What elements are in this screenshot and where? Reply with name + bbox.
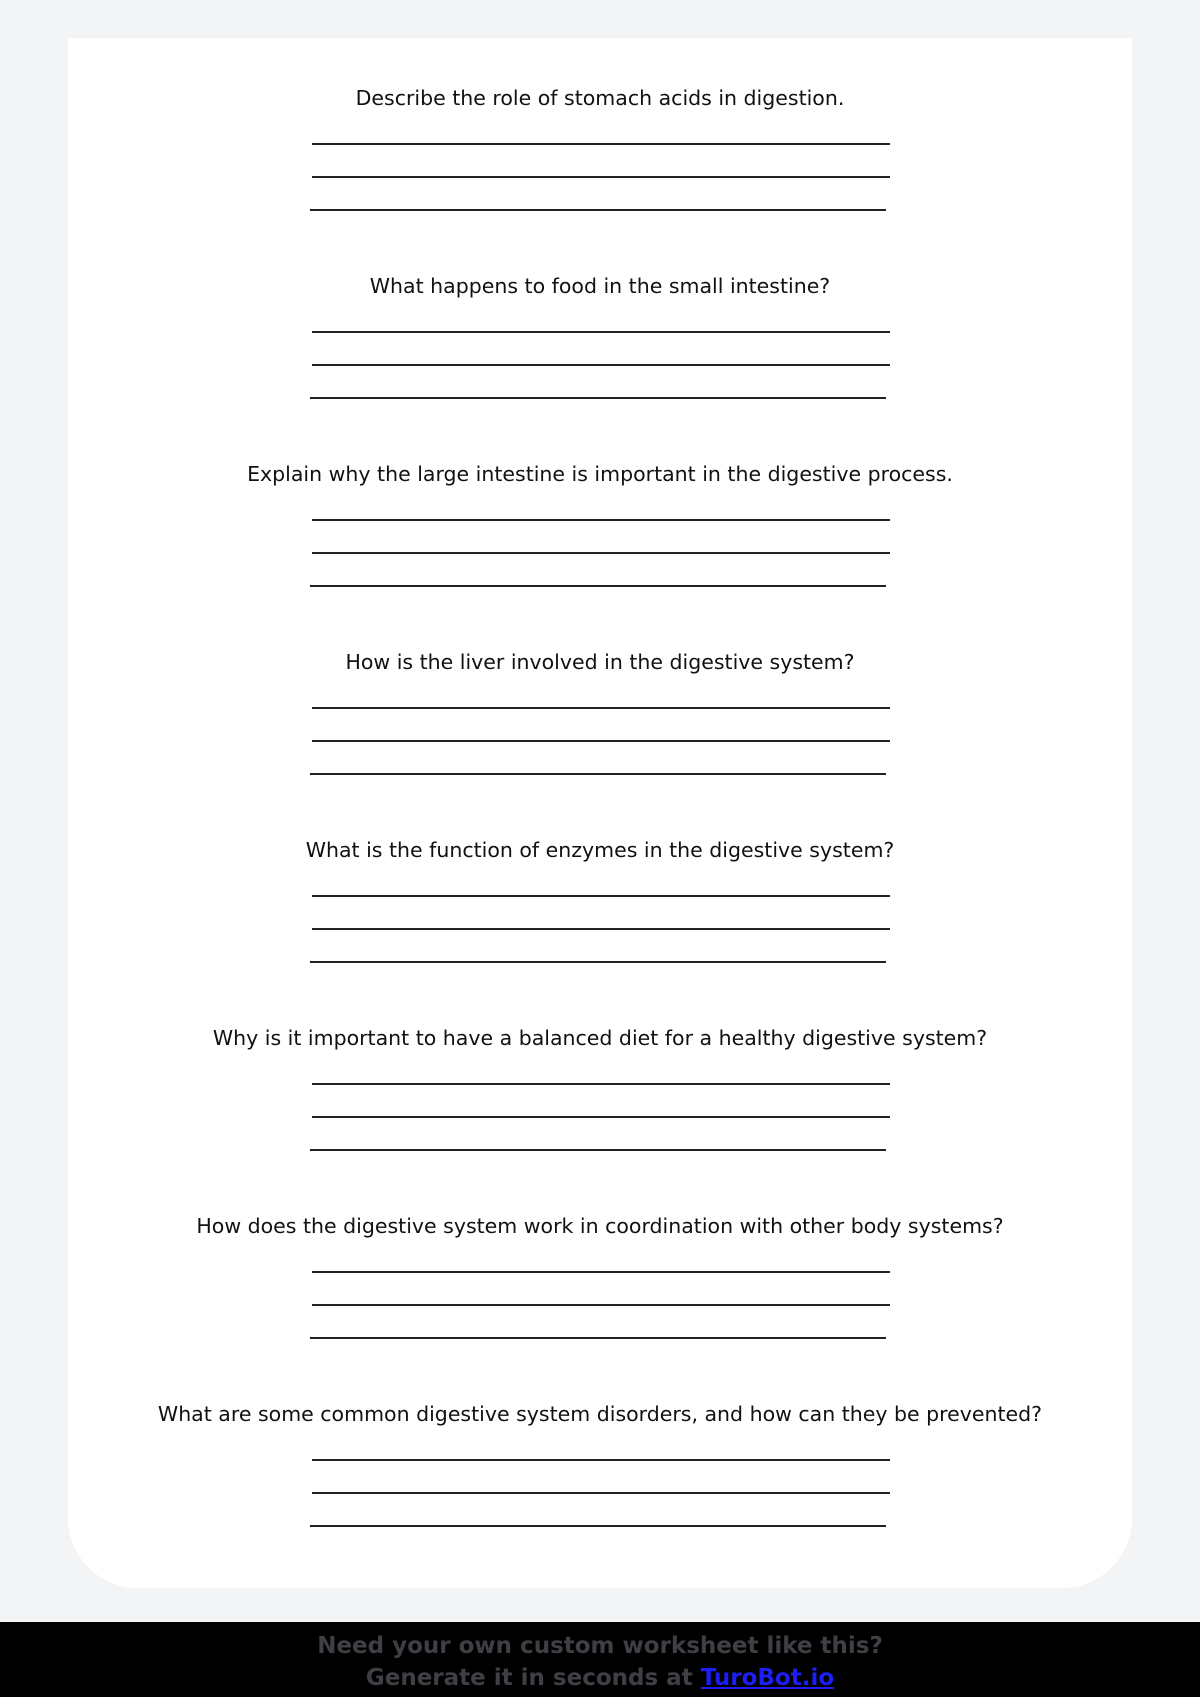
answer-line[interactable] bbox=[68, 873, 1132, 906]
answer-line[interactable] bbox=[68, 187, 1132, 220]
answer-lines bbox=[68, 1249, 1132, 1348]
answer-line[interactable] bbox=[68, 1094, 1132, 1127]
answer-line[interactable] bbox=[68, 685, 1132, 718]
answer-line[interactable] bbox=[68, 1503, 1132, 1536]
answer-line[interactable] bbox=[68, 906, 1132, 939]
answer-line[interactable] bbox=[68, 1127, 1132, 1160]
answer-lines bbox=[68, 309, 1132, 408]
answer-line[interactable] bbox=[68, 121, 1132, 154]
worksheet-sheet bbox=[68, 38, 1132, 1588]
answer-lines bbox=[68, 1061, 1132, 1160]
answer-line[interactable] bbox=[68, 563, 1132, 596]
answer-lines bbox=[68, 685, 1132, 784]
answer-line[interactable] bbox=[68, 375, 1132, 408]
question-list bbox=[68, 83, 1132, 1587]
question-item bbox=[68, 1399, 1132, 1587]
answer-lines bbox=[68, 121, 1132, 220]
question-text: Why is it important to have a balanced diet for a healthy digestive system? bbox=[212, 1026, 988, 1050]
question-item bbox=[68, 835, 1132, 1023]
question-text: How does the digestive system work in coordination with other body systems? bbox=[196, 1214, 1004, 1238]
question-text: Explain why the large intestine is important in the digestive process. bbox=[247, 462, 953, 486]
question-item bbox=[68, 83, 1132, 271]
answer-line[interactable] bbox=[68, 939, 1132, 972]
turobot-link[interactable]: TuroBot.io bbox=[700, 1665, 835, 1691]
question-item bbox=[68, 1023, 1132, 1211]
answer-line[interactable] bbox=[68, 342, 1132, 375]
answer-line[interactable] bbox=[68, 1437, 1132, 1470]
answer-line[interactable] bbox=[68, 309, 1132, 342]
question-item bbox=[68, 271, 1132, 459]
question-text: How is the liver involved in the digestive system? bbox=[345, 650, 855, 674]
answer-lines bbox=[68, 497, 1132, 596]
question-item bbox=[68, 647, 1132, 835]
answer-lines bbox=[68, 1437, 1132, 1536]
answer-line[interactable] bbox=[68, 530, 1132, 563]
answer-line[interactable] bbox=[68, 1282, 1132, 1315]
promo-footer bbox=[0, 1622, 1200, 1697]
question-text: What are some common digestive system disorders, and how can they be prevented? bbox=[157, 1402, 1043, 1426]
answer-line[interactable] bbox=[68, 1470, 1132, 1503]
answer-line[interactable] bbox=[68, 1315, 1132, 1348]
answer-lines bbox=[68, 873, 1132, 972]
question-item bbox=[68, 1211, 1132, 1399]
answer-line[interactable] bbox=[68, 1061, 1132, 1094]
question-item bbox=[68, 459, 1132, 647]
footer-line-1: Need your own custom worksheet like this? bbox=[317, 1633, 883, 1659]
question-text: Describe the role of stomach acids in digestion. bbox=[355, 86, 845, 110]
answer-line[interactable] bbox=[68, 1249, 1132, 1282]
footer-line-2 bbox=[0, 1662, 1200, 1694]
question-text: What happens to food in the small intestine? bbox=[369, 274, 831, 298]
answer-line[interactable] bbox=[68, 497, 1132, 530]
footer-line-2-prefix: Generate it in seconds at bbox=[365, 1665, 701, 1691]
question-text: What is the function of enzymes in the digestive system? bbox=[305, 838, 895, 862]
answer-line[interactable] bbox=[68, 154, 1132, 187]
answer-line[interactable] bbox=[68, 751, 1132, 784]
answer-line[interactable] bbox=[68, 718, 1132, 751]
